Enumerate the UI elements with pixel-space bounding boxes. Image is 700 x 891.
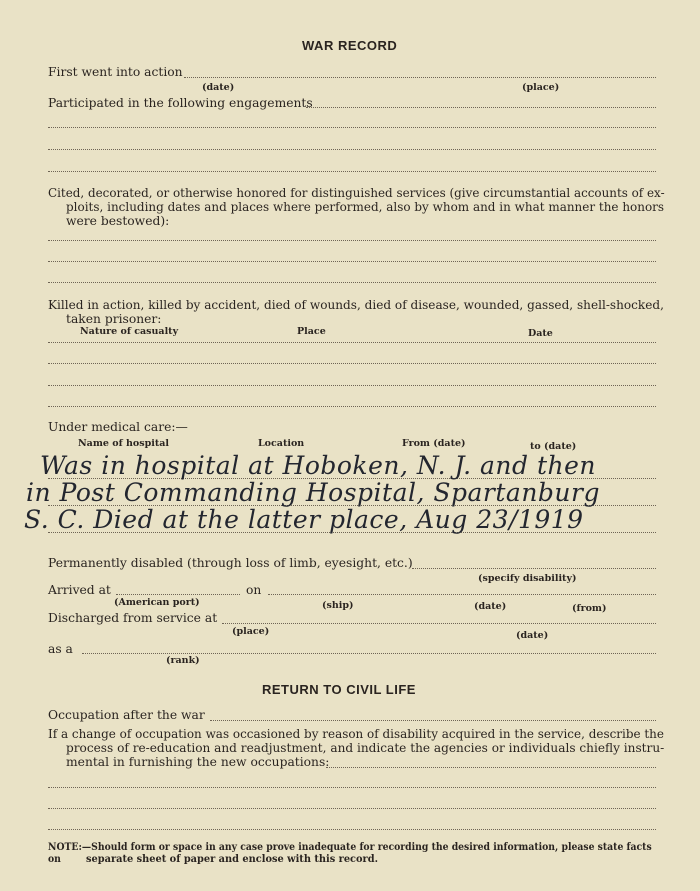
cited-text-1: Cited, decorated, or otherwise honored for distinguished services (give circumstantial accounts of ex- [48,186,665,200]
medical-hospital-header: Name of hospital [78,438,169,449]
arrived-date-caption: (date) [474,601,507,612]
disabled-line[interactable] [412,568,656,569]
change-text-3: mental in furnishing the new occupations: [66,755,330,769]
note-text-1: NOTE:—Should form or space in any case prove inadequate for recording the desired information, please state facts on [48,842,652,865]
disabled-label: Permanently disabled (through loss of limb, eyesight, etc.) [48,556,413,570]
casualty-line-4[interactable] [48,406,656,407]
cited-line-2[interactable] [48,261,656,262]
as-a-line[interactable] [82,653,656,654]
change-line-4[interactable] [48,829,656,830]
action-place-caption: (place) [522,82,560,93]
change-line-3[interactable] [48,808,656,809]
cited-text-2: ploits, including dates and places where performed, also by whom and in what manner the honors [66,200,665,214]
action-line[interactable] [184,77,656,78]
page-title: WAR RECORD [302,38,398,53]
arrived-ship-line[interactable] [268,594,656,595]
occupation-line[interactable] [210,720,656,721]
cited-line-1[interactable] [48,240,656,241]
casualty-place-header: Place [297,326,326,337]
casualty-line-2[interactable] [48,363,656,364]
medical-label: Under medical care:— [48,420,188,434]
change-line-2[interactable] [48,787,656,788]
casualty-line-3[interactable] [48,385,656,386]
civil-life-heading: RETURN TO CIVIL LIFE [262,682,416,697]
occupation-label: Occupation after the war [48,708,205,722]
engagements-line-4[interactable] [48,171,656,172]
discharged-place-caption: (place) [232,626,270,637]
engagements-label: Participated in the following engagements [48,96,313,110]
disabled-caption: (specify disability) [478,573,577,584]
casualty-date-header: Date [528,328,553,339]
action-date-caption: (date) [202,82,235,93]
cited-line-3[interactable] [48,282,656,283]
discharged-line[interactable] [222,623,656,624]
discharged-label: Discharged from service at [48,611,218,625]
change-text-2: process of re-education and readjustment, and indicate the agencies or individuals chiefly instru- [66,741,665,755]
handwritten-entry-2: in Post Commanding Hospital, Spartanburg [26,478,600,507]
action-label: First went into action [48,65,183,79]
arrived-on: on [246,583,262,597]
medical-from-header: From (date) [402,438,466,449]
medical-location-header: Location [258,438,305,449]
engagements-line-3[interactable] [48,149,656,150]
arrived-port-line[interactable] [116,594,240,595]
change-text-1: If a change of occupation was occasioned by reason of disability acquired in the service, describe the [48,727,664,741]
arrived-from-caption: (from) [572,603,607,614]
cited-text-3: were bestowed): [66,214,170,228]
arrived-port-caption: (American port) [114,597,200,608]
casualty-nature-header: Nature of casualty [80,326,179,337]
handwritten-entry-3: S. C. Died at the latter place, Aug 23/1919 [24,505,584,534]
note-text-2: separate sheet of paper and enclose with this record. [86,854,378,865]
casualty-text-2: taken prisoner: [66,312,162,326]
engagements-line-1[interactable] [306,107,656,108]
engagements-line-2[interactable] [48,127,656,128]
change-line-1[interactable] [326,767,656,768]
medical-to-header: to (date) [530,441,577,452]
casualty-line-1[interactable] [48,342,656,343]
as-a-label: as a [48,642,73,656]
arrived-ship-caption: (ship) [322,600,354,611]
discharged-date-caption: (date) [516,630,549,641]
as-a-rank-caption: (rank) [166,655,200,666]
casualty-text-1: Killed in action, killed by accident, died of wounds, died of disease, wounded, gassed, shell-shocked, [48,298,664,312]
arrived-label: Arrived at [48,583,111,597]
handwritten-entry-1: Was in hospital at Hoboken, N. J. and then [40,451,597,480]
